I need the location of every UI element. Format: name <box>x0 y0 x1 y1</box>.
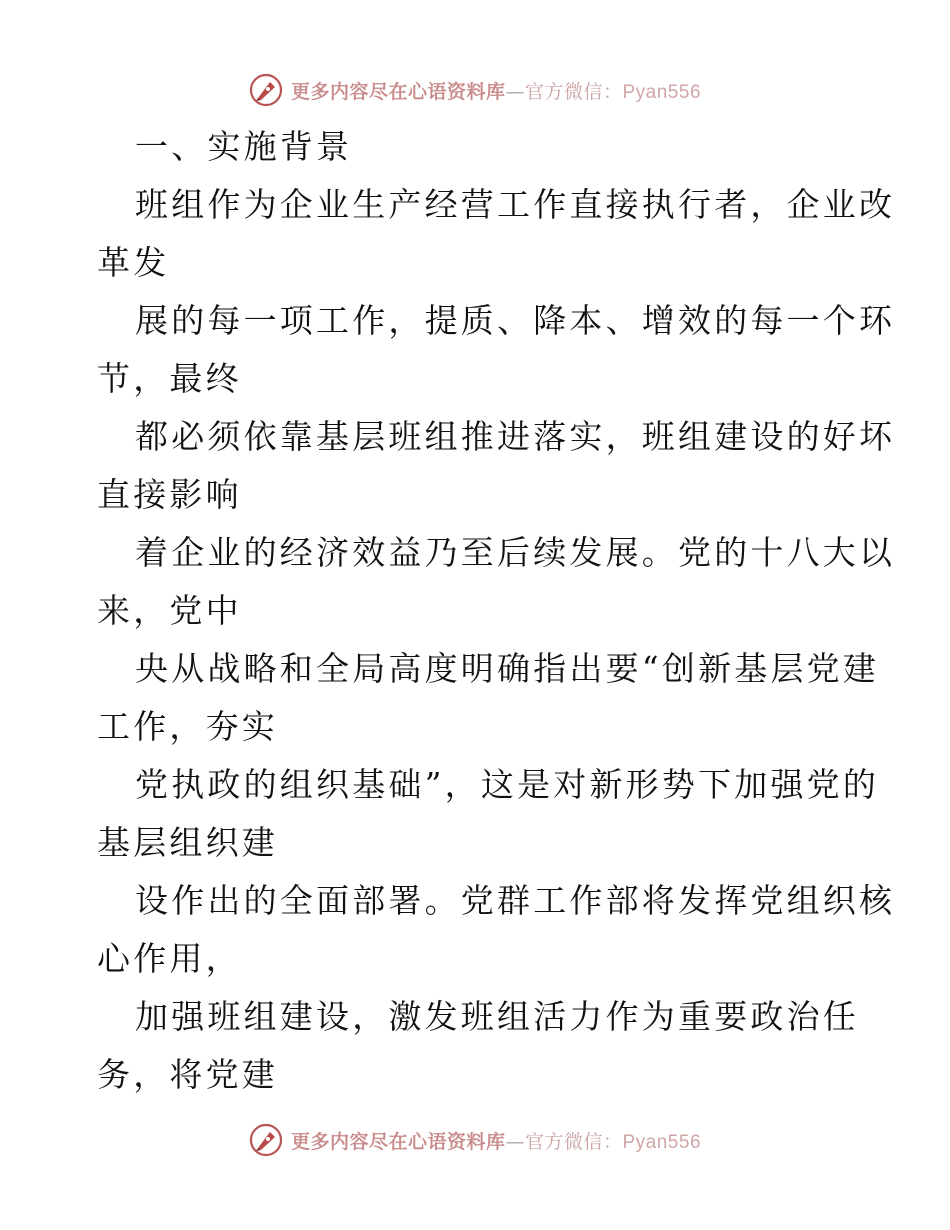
text-line: 心作用， <box>97 939 242 978</box>
pen-nib-logo-icon <box>249 73 283 107</box>
text-line: 一、实施背景 <box>135 127 353 166</box>
text-line: 设作出的全面部署。党群工作部将发挥党组织核 <box>135 881 896 920</box>
watermark-separator: — <box>505 1130 525 1153</box>
text-line: 工作，夯实 <box>97 707 278 746</box>
header-watermark <box>0 68 950 112</box>
watermark-brand: 更多内容尽在心语资料库 <box>290 80 506 103</box>
text-line: 来，党中 <box>97 591 242 630</box>
text-line: 基层组织建 <box>97 823 278 862</box>
watermark-text <box>291 77 701 104</box>
text-line: 直接影响 <box>97 475 242 514</box>
pen-nib-logo-icon <box>249 1123 283 1157</box>
footer-watermark <box>0 1118 950 1162</box>
text-line: 央从战略和全局高度明确指出要“创新基层党建 <box>135 649 880 688</box>
text-line: 节，最终 <box>97 359 242 398</box>
watermark-wechat-id: Pyan556 <box>622 1131 702 1153</box>
watermark-separator: — <box>505 80 525 103</box>
text-line: 都必须依靠基层班组推进落实，班组建设的好坏 <box>135 417 896 456</box>
text-line: 班组作为企业生产经营工作直接执行者，企业改 <box>135 185 896 224</box>
watermark-text <box>291 1127 701 1154</box>
watermark-brand: 更多内容尽在心语资料库 <box>290 1130 506 1153</box>
text-line: 党执政的组织基础”，这是对新形势下加强党的 <box>135 765 880 804</box>
text-line: 务，将党建 <box>97 1055 278 1094</box>
watermark-wechat-id: Pyan556 <box>622 81 702 103</box>
document-body <box>97 118 896 1104</box>
watermark-label: 官方微信： <box>524 1130 623 1153</box>
text-line: 革发 <box>97 243 170 282</box>
text-line: 加强班组建设，激发班组活力作为重要政治任 <box>135 997 859 1036</box>
text-line: 展的每一项工作，提质、降本、增效的每一个环 <box>135 301 896 340</box>
watermark-label: 官方微信： <box>524 80 623 103</box>
text-line: 着企业的经济效益乃至后续发展。党的十八大以 <box>135 533 896 572</box>
